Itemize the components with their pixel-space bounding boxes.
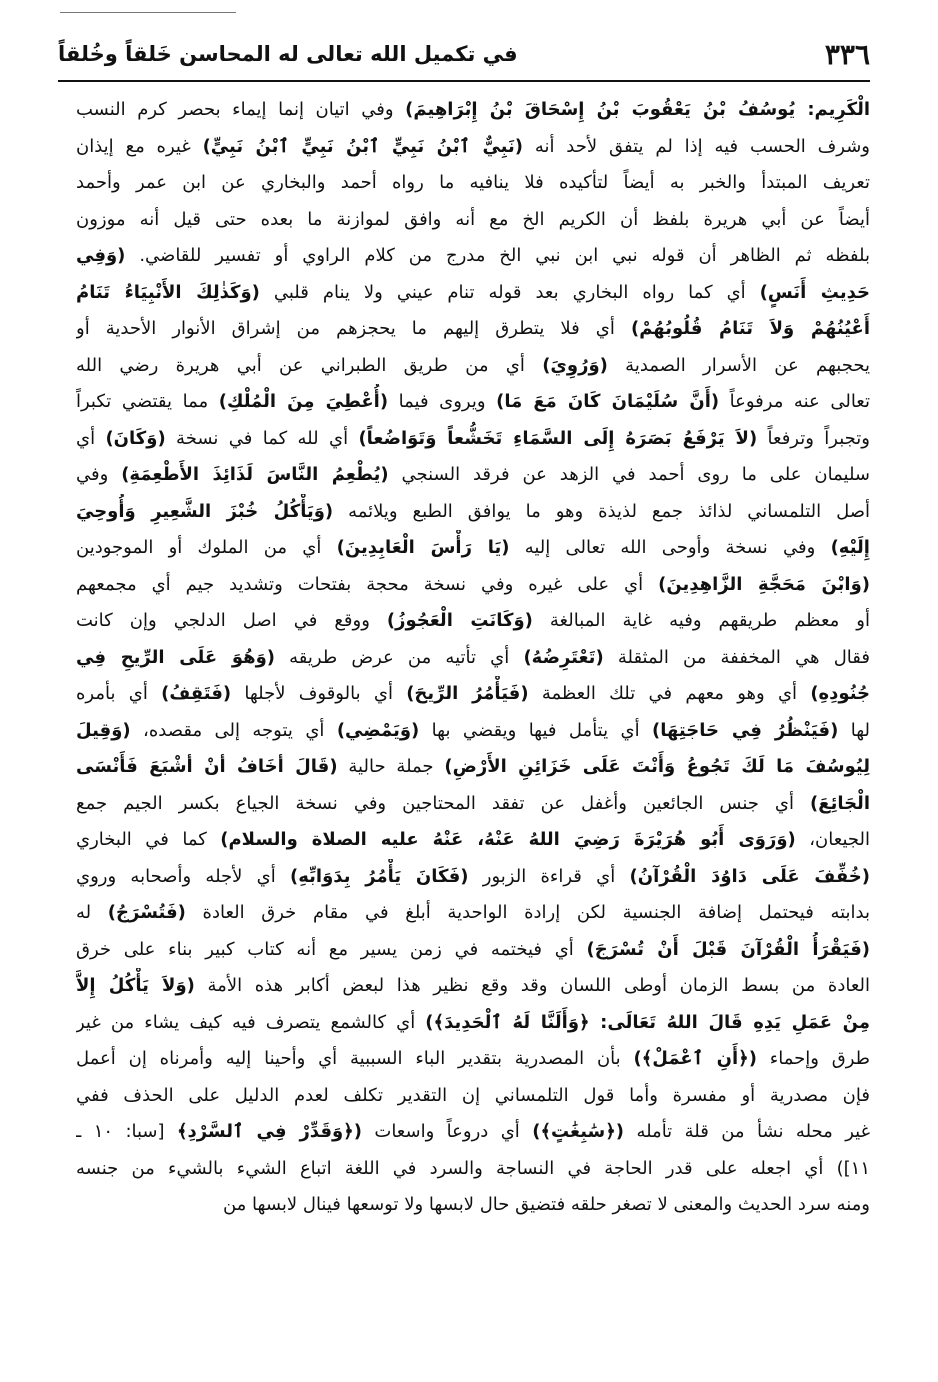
text-line xyxy=(76,129,870,166)
text-line xyxy=(76,530,870,567)
commentary-text: ووقع في اصل الدلجي وإن كانت xyxy=(76,610,387,631)
commentary-text: سليمان على ما روى أحمد في الزهد عن فرقد السنجي xyxy=(388,464,870,485)
matn-quote: (قَالَ أخَافُ أنْ أشْبَعَ فَأَنْسَى xyxy=(76,756,338,777)
commentary-text: ١١]) xyxy=(836,1157,870,1179)
matn-quote: (وَكَانَ) xyxy=(105,427,166,449)
commentary-text: لها xyxy=(838,719,870,741)
matn-quote: (فَكَانَ يَأْمُرُ بِدَوَابِّهِ) xyxy=(290,865,469,887)
commentary-text: أي كالشمع يتصرف فيه كيف يشاء من غير xyxy=(76,1011,426,1033)
running-title: في تكميل الله تعالى له المحاسن خَلقاً وخُلقاً xyxy=(58,42,518,66)
matn-quote: (خُفِّفَ عَلَى دَاوُدَ الْقُرْآنُ) xyxy=(629,865,870,887)
text-line xyxy=(76,92,870,129)
text-line xyxy=(76,713,870,750)
matn-quote: (لاَ يَرْفَعُ بَصَرَهُ إِلَى السَّمَاءِ تَخَشُّعاً وَتَوَاضُعاً) xyxy=(358,427,758,449)
matn-quote: (نَبِيٌّ ٱبْنُ نَبِيٍّ ٱبْنُ نَبِيٍّ ٱبْنُ نَبِيٍّ) xyxy=(202,135,523,157)
text-line xyxy=(76,1151,870,1188)
commentary-text: أي xyxy=(76,427,106,449)
text-line xyxy=(76,165,870,202)
commentary-text: أي اجعله على قدر الحاجة في النساجة والسرد في اللغة اتباع الشيء بالشيء من جنسه xyxy=(76,1157,837,1179)
commentary-text: أصل التلمساني لذائذ جمع لذيذة وهو ما يوافق الطبع ويلائمه xyxy=(333,500,870,522)
matn-quote: (فَيَأْمُرُ الرِّيحَ) xyxy=(406,683,529,704)
matn-quote: (تَعْتَرِضُهُ) xyxy=(523,646,604,668)
text-line xyxy=(76,202,870,239)
matn-quote: الْكَرِيم: يُوسُفُ بْنُ يَعْقُوبَ بْنُ إِسْحَاقَ بْنُ إِبْرَاهِيمَ) xyxy=(405,99,870,120)
commentary-text: وفي xyxy=(76,464,122,485)
matn-quote: (فَتَقِفُ) xyxy=(161,683,232,704)
matn-quote: (﴿سَٰبِغَٰتٍ﴾) xyxy=(532,1121,625,1142)
commentary-text: وفي اتيان إنما إيماء بحصر كرم النسب xyxy=(76,99,406,120)
matn-quote: الْجَائِعَ) xyxy=(810,792,870,814)
matn-quote: (وَيَمْضِي) xyxy=(336,719,420,741)
text-line xyxy=(76,822,870,859)
commentary-text: أي دروعاً واسعات xyxy=(361,1121,533,1142)
matn-quote: (فَيَنْظُرُ فِي حَاجَتِهَا) xyxy=(652,719,839,741)
commentary-text: أي فيختمه في زمن يسير مع أنه كتاب كبير بناء على خرق xyxy=(76,938,587,960)
commentary-text: ومنه سرد الحديث والمعنى لا تصغر حلقه فتضيق حال لابسها ولا توسعها فينال لابسها من xyxy=(222,1194,870,1215)
body-text xyxy=(76,92,870,1224)
page-header xyxy=(58,34,870,74)
matn-quote: (وَرَوَى أَبُو هُرَيْرَةَ رَضِيَ اللهُ عَنْهُ، عَنْهُ عليه الصلاة والسلام) xyxy=(220,829,796,850)
matn-quote: (وَلاَ يَأْكُلُ إِلاَّ xyxy=(76,975,195,996)
matn-quote: جُنُودِهِ) xyxy=(810,683,870,704)
commentary-text: وفي نسخة وأوحى الله تعالى إليه xyxy=(509,537,831,558)
matn-quote: (﴿وَقَدِّرْ فِي ٱلسَّرْدِ﴾ xyxy=(176,1121,362,1142)
commentary-text: غير محله نشأ من قلة تأمله xyxy=(624,1121,870,1142)
text-line xyxy=(76,238,870,275)
text-line xyxy=(76,749,870,786)
commentary-text: أي يتوجه إلى مقصده، xyxy=(130,719,337,741)
commentary-text: فإن مصدرية أو مفسرة وأما قول التلمساني إن التقدير تكلف لعدم الدليل على الحذف ففي xyxy=(76,1084,870,1106)
text-line xyxy=(76,567,870,604)
text-line xyxy=(76,494,870,531)
text-line xyxy=(76,1078,870,1115)
commentary-text: أي جنس الجائعين وأغفل عن تفقد المحتاجين وفي نسخة الجياع بكسر الجيم جمع xyxy=(76,792,811,814)
matn-quote: (وَكَانَتِ الْعَجُوزُ) xyxy=(386,610,533,631)
commentary-text: أي لأجله وأصحابه وروي xyxy=(76,865,291,887)
matn-quote: (أُعْطِيَ مِنَ الْمُلْكِ) xyxy=(218,391,389,412)
matn-quote: (أَنَّ سُلَيْمَانَ كَانَ مَعَ مَا) xyxy=(496,391,720,412)
matn-quote: (وَقِيلَ xyxy=(76,719,131,741)
matn-quote: (فَتُسْرَجُ) xyxy=(107,902,186,923)
text-line xyxy=(76,457,870,494)
commentary-text: ويروى فيما xyxy=(388,391,497,412)
page-number: ٣٣٦ xyxy=(824,37,870,71)
commentary-text: أي يتأمل فيها ويقضي بها xyxy=(419,719,653,741)
commentary-text: أي كما رواه البخاري بعد قوله تنام عيني ولا ينام قلبي xyxy=(259,281,760,303)
text-line xyxy=(76,275,870,312)
commentary-text: العادة من بسط الزمان أوطى اللسان وقد وقع نظير هذا لبعض أكابر هذه الأمة xyxy=(194,975,870,996)
commentary-text: وشرف الحسب فيه إذا لم يتفق لأحد أنه xyxy=(523,135,870,157)
commentary-text: غيره مع إيذان xyxy=(76,135,203,157)
matn-quote: لِيُوسُفَ مَا لَكَ تَجُوعُ وَأَنْتَ عَلَى خَزَائِنِ الأَرْضِ) xyxy=(444,756,870,777)
commentary-text: مما يقتضي تكبراً xyxy=(76,391,219,412)
matn-quote: (وَرُوِيَ) xyxy=(542,354,608,376)
matn-quote: مِنْ عَمَلِ يَدِهِ قَالَ اللهُ تَعَالَى: ﴿وَأَلَنَّا لَهُ ٱلْحَدِيدَ﴾) xyxy=(425,1011,870,1033)
commentary-text: وتجبراً وترفعاً xyxy=(757,427,870,449)
matn-quote: حَدِيثِ أَنَسٍ) xyxy=(759,281,870,303)
commentary-text: أو معظم طريقهم وفيه غاية المبالغة xyxy=(532,610,870,631)
commentary-text: جملة حالية xyxy=(337,756,445,777)
matn-quote: (يُطْعِمُ النَّاسَ لَذَائِذَ الأَطْعِمَةِ) xyxy=(121,464,389,485)
matn-quote: إِلَيْهِ) xyxy=(830,537,870,558)
matn-quote: (وَيَأْكُلُ خُبْزَ الشَّعِيرِ وَأُوحِيَ xyxy=(76,500,334,522)
commentary-text: أي وهو معهم في تلك العظمة xyxy=(528,683,811,704)
text-line xyxy=(76,1005,870,1042)
commentary-text: فقال هي المخففة من المثقلة xyxy=(603,646,870,668)
commentary-text: يحجبهم عن الأسرار الصمدية xyxy=(607,354,870,376)
commentary-text: له xyxy=(76,902,108,923)
text-line xyxy=(76,1187,870,1224)
commentary-text: أي تأتيه من عرض طريقه xyxy=(275,646,524,668)
matn-quote: (وَكَذٰلِكَ الأَنْبِيَاءُ تَنَامُ xyxy=(76,281,260,303)
text-line xyxy=(76,1114,870,1151)
commentary-text: أي بأمره xyxy=(76,683,162,704)
commentary-text: كما في البخاري xyxy=(76,829,221,850)
matn-quote: (﴿أَنِ ٱعْمَلْ﴾) xyxy=(633,1048,757,1069)
commentary-text: أي فلا يتطرق إليهم ما يحجزهم من إشراق الأنوار الأحدية أو xyxy=(76,318,631,339)
commentary-text: أي على غيره وفي نسخة محجة بفتحات وتشديد جيم أي مجمعهم xyxy=(76,573,659,595)
commentary-text: بدابته فيحتمل إضافة الجنسية لكن إرادة الواحدية أبلغ في مقام خرق العادة xyxy=(185,902,870,923)
commentary-text: بلفظه ثم الظاهر أن قوله نبي ابن نبي الخ مدرج من كلام الراوي أو تفسير للقاضي. xyxy=(125,245,870,266)
commentary-text: أيضاً عن أبي هريرة بلفظ أن الكريم الخ مع أنه وافق لموازنة ما بعده حتى قيل أنه موزون xyxy=(76,208,870,230)
top-edge-rule xyxy=(60,12,236,13)
matn-quote: (وَهُوَ عَلَى الرِّيحِ فِي xyxy=(76,646,275,668)
matn-quote: أَعْيُنُهُمْ وَلاَ تَنَامُ قُلُوبُهُمْ) xyxy=(630,318,870,339)
text-line xyxy=(76,859,870,896)
commentary-text: تعالى عنه مرفوعاً xyxy=(719,391,870,412)
text-line xyxy=(76,348,870,385)
commentary-text: أي من الملوك أو الموجودين xyxy=(76,537,337,558)
matn-quote: (يَا رَأْسَ الْعَابِدِينَ) xyxy=(336,537,510,558)
header-divider xyxy=(58,80,870,82)
text-line xyxy=(76,968,870,1005)
commentary-text: [سبا: ١٠ ـ xyxy=(76,1121,177,1142)
text-line xyxy=(76,640,870,677)
commentary-text: أي من طريق الطبراني عن أبي هريرة رضي الله xyxy=(76,354,543,376)
commentary-text: تعريف المبتدأ والخبر به أيضاً لتأكيده فلا ينافيه ما رواه أحمد والبخاري عن ابن عمر وأحمد xyxy=(76,172,870,193)
commentary-text: طرق وإحماء xyxy=(756,1048,870,1069)
text-line xyxy=(76,895,870,932)
text-line xyxy=(76,421,870,458)
text-line xyxy=(76,384,870,421)
matn-quote: (فَيَقْرَأُ الْقُرْآنَ قَبْلَ أَنْ تُسْرَجَ) xyxy=(586,938,870,960)
commentary-text: الجيعان، xyxy=(795,829,870,850)
commentary-text: بأن المصدرية بتقدير الباء السببية أي وأحينا إليه وأمرناه إن أعمل xyxy=(76,1048,634,1069)
matn-quote: (وَابْنَ مَحَجَّةِ الزَّاهِدِينَ) xyxy=(658,573,870,595)
commentary-text: أي بالوقوف لأجلها xyxy=(231,683,407,704)
matn-quote: (وَفِي xyxy=(76,245,126,266)
text-line xyxy=(76,311,870,348)
commentary-text: أي قراءة الزبور xyxy=(468,865,630,887)
text-line xyxy=(76,603,870,640)
text-line xyxy=(76,1041,870,1078)
text-line xyxy=(76,786,870,823)
text-line xyxy=(76,676,870,713)
text-line xyxy=(76,932,870,969)
commentary-text: أي لله كما في نسخة xyxy=(165,427,359,449)
